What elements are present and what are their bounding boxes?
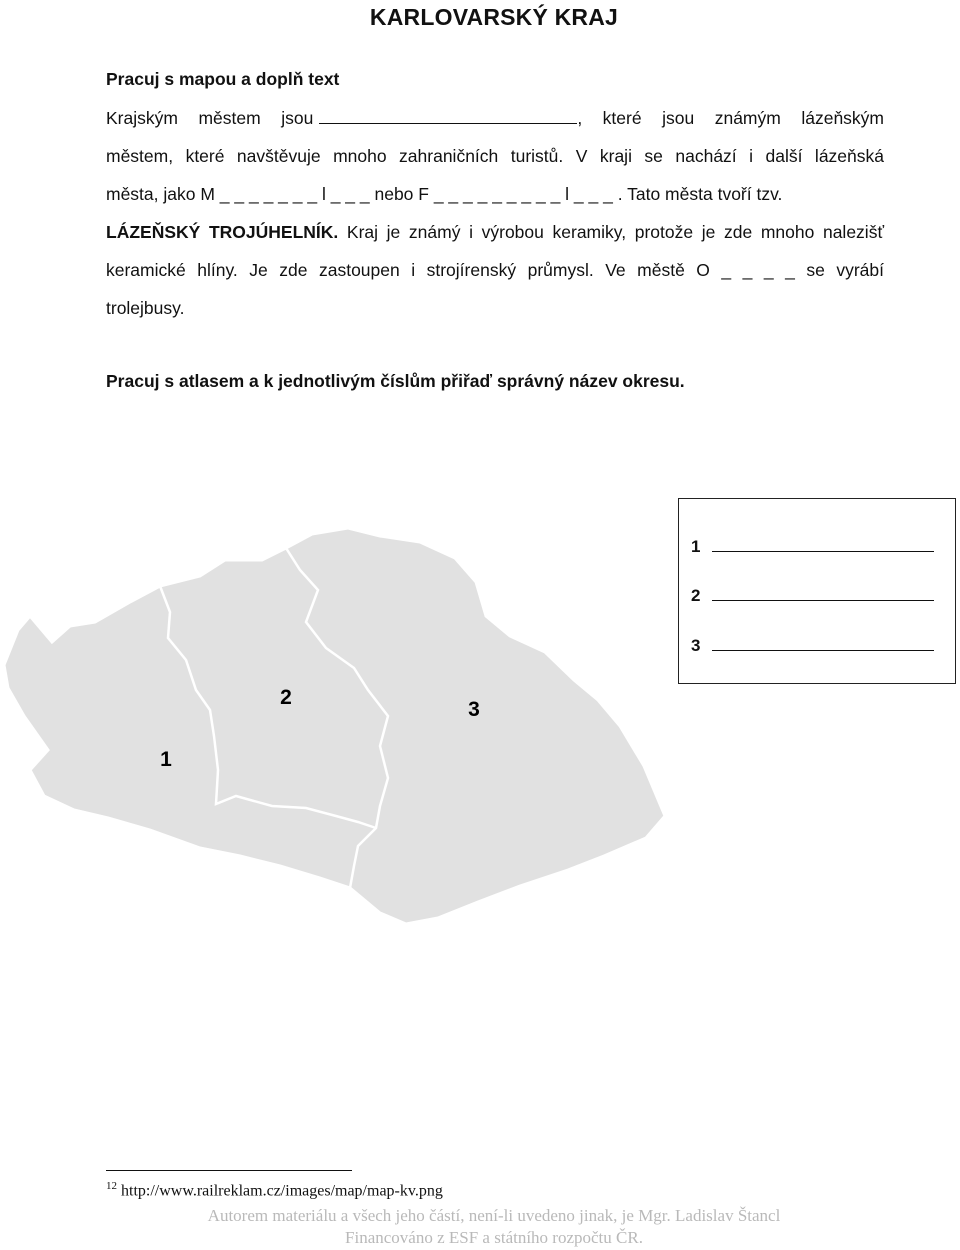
text-line-2: městem, které navštěvuje mnoho zahraničních turistů. V kraji se nachází i další lázeňská xyxy=(106,146,884,166)
footnote-link[interactable]: http://www.railreklam.cz/images/map/map-kv.png xyxy=(121,1182,443,1200)
text-segment: , které jsou známým lázeňským xyxy=(577,108,884,128)
text-line-6: trolejbusy. xyxy=(106,298,185,318)
legend-number: 2 xyxy=(691,586,701,605)
answer-blank[interactable] xyxy=(319,109,577,124)
task1-heading: Pracuj s mapou a doplň text xyxy=(106,69,340,89)
text-line-1 xyxy=(106,106,884,130)
footer-funding: Financováno z ESF a státního rozpočtu ČR. xyxy=(345,1228,643,1247)
legend-number: 1 xyxy=(691,537,701,556)
text-line-5: keramické hlíny. Je zde zastoupen i strojírenský průmysl. Ve městě O _ _ _ _ se vyrábí xyxy=(106,260,884,280)
task2-heading: Pracuj s atlasem a k jednotlivým číslům přiřaď správný název okresu. xyxy=(106,371,685,391)
legend-row-3 xyxy=(691,636,934,656)
footer-author: Autorem materiálu a všech jeho částí, není-li uvedeno jinak, je Mgr. Ladislav Štancl xyxy=(207,1206,781,1225)
answer-line[interactable] xyxy=(712,586,934,601)
district-map xyxy=(0,520,670,930)
text-line-3: města, jako M _ _ _ _ _ _ _ l _ _ _ nebo F _ _ _ _ _ _ _ _ _ l _ _ _ . Tato města tvoří tzv. xyxy=(106,184,783,204)
map-label-3: 3 xyxy=(468,698,480,721)
legend-row-1 xyxy=(691,537,934,557)
answer-line[interactable] xyxy=(712,636,934,651)
footnote-number: 12 xyxy=(106,1180,117,1192)
footnote xyxy=(106,1180,443,1200)
text-highlight: LÁZEŇSKÝ TROJÚHELNÍK. xyxy=(106,222,339,242)
legend-box xyxy=(678,498,956,684)
map-label-2: 2 xyxy=(280,686,292,709)
text-line-4 xyxy=(106,220,884,244)
text-segment: Kraj je známý i výrobou keramiky, protože je zde mnoho nalezišť xyxy=(346,222,885,242)
legend-row-2 xyxy=(691,586,934,606)
page-title: KARLOVARSKÝ KRAJ xyxy=(369,4,619,30)
legend-number: 3 xyxy=(691,636,701,655)
text-segment: Krajským městem jsou xyxy=(106,108,314,128)
answer-line[interactable] xyxy=(712,537,934,552)
footnote-rule xyxy=(106,1170,352,1171)
map-region-outline xyxy=(4,528,665,924)
map-label-1: 1 xyxy=(160,748,172,771)
